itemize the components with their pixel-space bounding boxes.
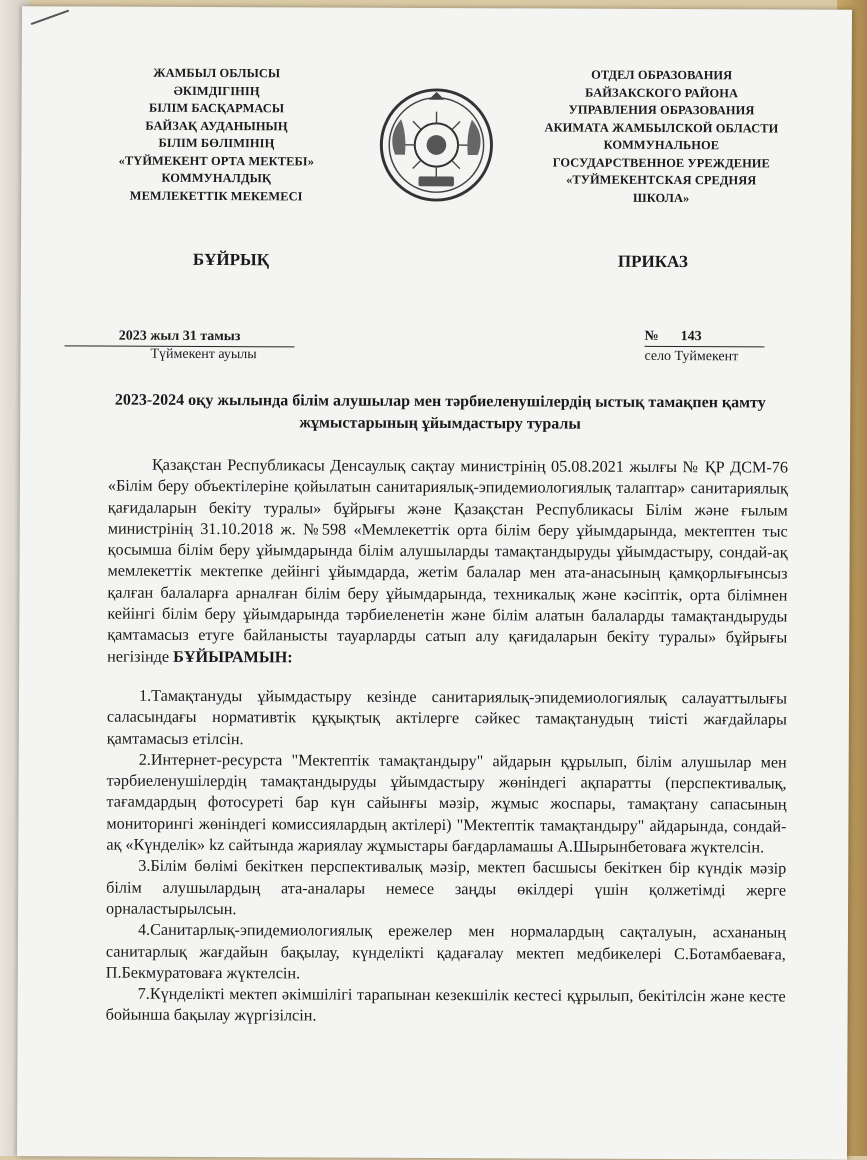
header-ru-line: ОТДЕЛ ОБРАЗОВАНИЯ bbox=[522, 66, 802, 85]
doc-type-kazakh: БҰЙРЫҚ bbox=[193, 250, 269, 270]
doc-type-russian: ПРИКАЗ bbox=[618, 252, 688, 272]
header-kz-line: «ТҮЙМЕКЕНТ ОРТА МЕКТЕБІ» bbox=[101, 152, 331, 171]
number-value: 143 bbox=[681, 329, 702, 344]
header-kz-line: БАЙЗАҚ АУДАНЫНЫҢ bbox=[101, 117, 331, 136]
header-ru-line: БАЙЗАКСКОГО РАЙОНА bbox=[522, 84, 802, 103]
place-russian: село Туймекент bbox=[644, 349, 738, 365]
header-kz-line: МЕМЛЕКЕТТІК МЕКЕМЕСІ bbox=[101, 187, 331, 206]
header-russian bbox=[521, 66, 802, 207]
preamble-text: Қазақстан Республикасы Денсаулық сақтау министрінің 05.08.2021 жылғы № ҚР ДСМ-76 «Білім беру объектілеріне қойылатын санитариялық-эпидемиологиялық талаптар» санитариялық қағидаларын бекіту туралы» бұйрығы және Қазақстан Республикасы Білім және ғылым министрінің 31.10.2018 ж. №598 «Мемлекеттік орта білім беру ұйымдарында, мектептен тыс қосымша білім беру ұйымдарында білім алушыларды тамақтандыруды ұйымдастыру, сондай-ақ мемлекеттік мектепке дейінгі ұйымдарда, жетім балалар мен ата-анасының қамқорлығынсыз қалған балаларға арналған білім беру ұйымдарында, техникалық және кәсіптік, орта білімнен кейінгі білім беру ұйымдарында тәрбиеленетін және білім алатын балаларды тамақтандыруды қамтамасыз етуге байланысты тауарларды сатып алу қағидаларын бекіту туралы» бұйрығы негізінде bbox=[107, 456, 788, 666]
document-sheet bbox=[17, 6, 852, 1160]
pen-mark bbox=[31, 10, 69, 25]
header-kazakh bbox=[101, 65, 332, 206]
state-emblem-icon bbox=[377, 86, 496, 205]
header-kz-line: КОММУНАЛДЫҚ bbox=[101, 170, 331, 189]
document-title: 2023-2024 оқу жылында білім алушылар мен тәрбиеленушілердің ыстық тамақпен қамту жұмыстарының ұйымдастыру туралы bbox=[100, 390, 780, 437]
document-body bbox=[106, 455, 788, 1030]
header-ru-line: УПРАВЛЕНИЯ ОБРАЗОВАНИЯ bbox=[522, 101, 802, 120]
order-item: 7.Күнделікті мектеп әкімшілігі тарапынан кезекшілік кестесі құрылып, бекітілсін және кесте бойынша бақылау жүргізілсін. bbox=[106, 984, 786, 1030]
order-item: 4.Санитарлық-эпидемиологиялық ережелер мен нормалардың сақталуын, асхананың санитарлық жағдайын бақылау, күнделікті қадағалау мектеп медбикелері С.Ботамбаеваға, П.Бекмуратоваға жүктелсін. bbox=[106, 920, 786, 987]
number-label: № bbox=[645, 329, 659, 344]
header-ru-line: ШКОЛА» bbox=[521, 189, 801, 208]
header-ru-line: АКИМАТА ЖАМБЫЛСКОЙ ОБЛАСТИ bbox=[521, 119, 801, 138]
order-number bbox=[645, 329, 765, 348]
order-item: 3.Білім бөлімі бекіткен перспективалық мәзір, мектеп басшысы бекіткен бір күндік мәзір білім алушылардың ата-аналары немесе заңды өкілдері үшін қолжетімді жерге орналастырылсын. bbox=[106, 856, 786, 923]
header-kz-line: ӘКІМДІГІНІҢ bbox=[102, 82, 332, 101]
header-ru-line: ГОСУДАРСТВЕННОЕ УРЕЖДЕНИЕ bbox=[521, 154, 801, 173]
header-ru-line: КОММУНАЛЬНОЕ bbox=[521, 136, 801, 155]
order-item: 1.Тамақтануды ұйымдастыру кезінде санитариялық-эпидемиологиялық салауаттылығы саласындағы нормативтік құқықтық актілерге сәйкес тамақтанудың тиісті жағдайлары қамтамасыз етілсін. bbox=[107, 686, 787, 753]
header-kz-line: ЖАМБЫЛ ОБЛЫСЫ bbox=[102, 65, 332, 84]
order-item: 2.Интернет-ресурста "Мектептік тамақтандыру" айдарын құрылып, білім алушылар мен тәрбиеленушілердің тамақтандыруды ұйымдастыру жөніндегі ақпаратты (перспективалық, тағамдардың фотосуреті бар күн сайынғы мәзір, жұмыс жоспары, тамақтану сапасының мониторингі жөніндегі комиссиялардың актілері) "Мектептік тамақтандыру" айдарында, сондай-ақ «Күнделік» kz сайтында жариялау жұмыстары бағдарламашы А.Шырынбетоваға жүктелсін. bbox=[106, 749, 786, 858]
order-word: БҰЙЫРАМЫН: bbox=[173, 648, 293, 667]
header-kz-line: БІЛІМ БАСҚАРМАСЫ bbox=[102, 100, 332, 119]
place-kazakh: Түймекент ауылы bbox=[150, 347, 256, 363]
order-date: 2023 жыл 31 тамыз bbox=[65, 328, 295, 347]
preamble-paragraph bbox=[107, 455, 788, 671]
header-kz-line: БІЛІМ БӨЛІМІНІҢ bbox=[101, 135, 331, 154]
header-ru-line: «ТУЙМЕКЕНТСКАЯ СРЕДНЯЯ bbox=[521, 171, 801, 190]
